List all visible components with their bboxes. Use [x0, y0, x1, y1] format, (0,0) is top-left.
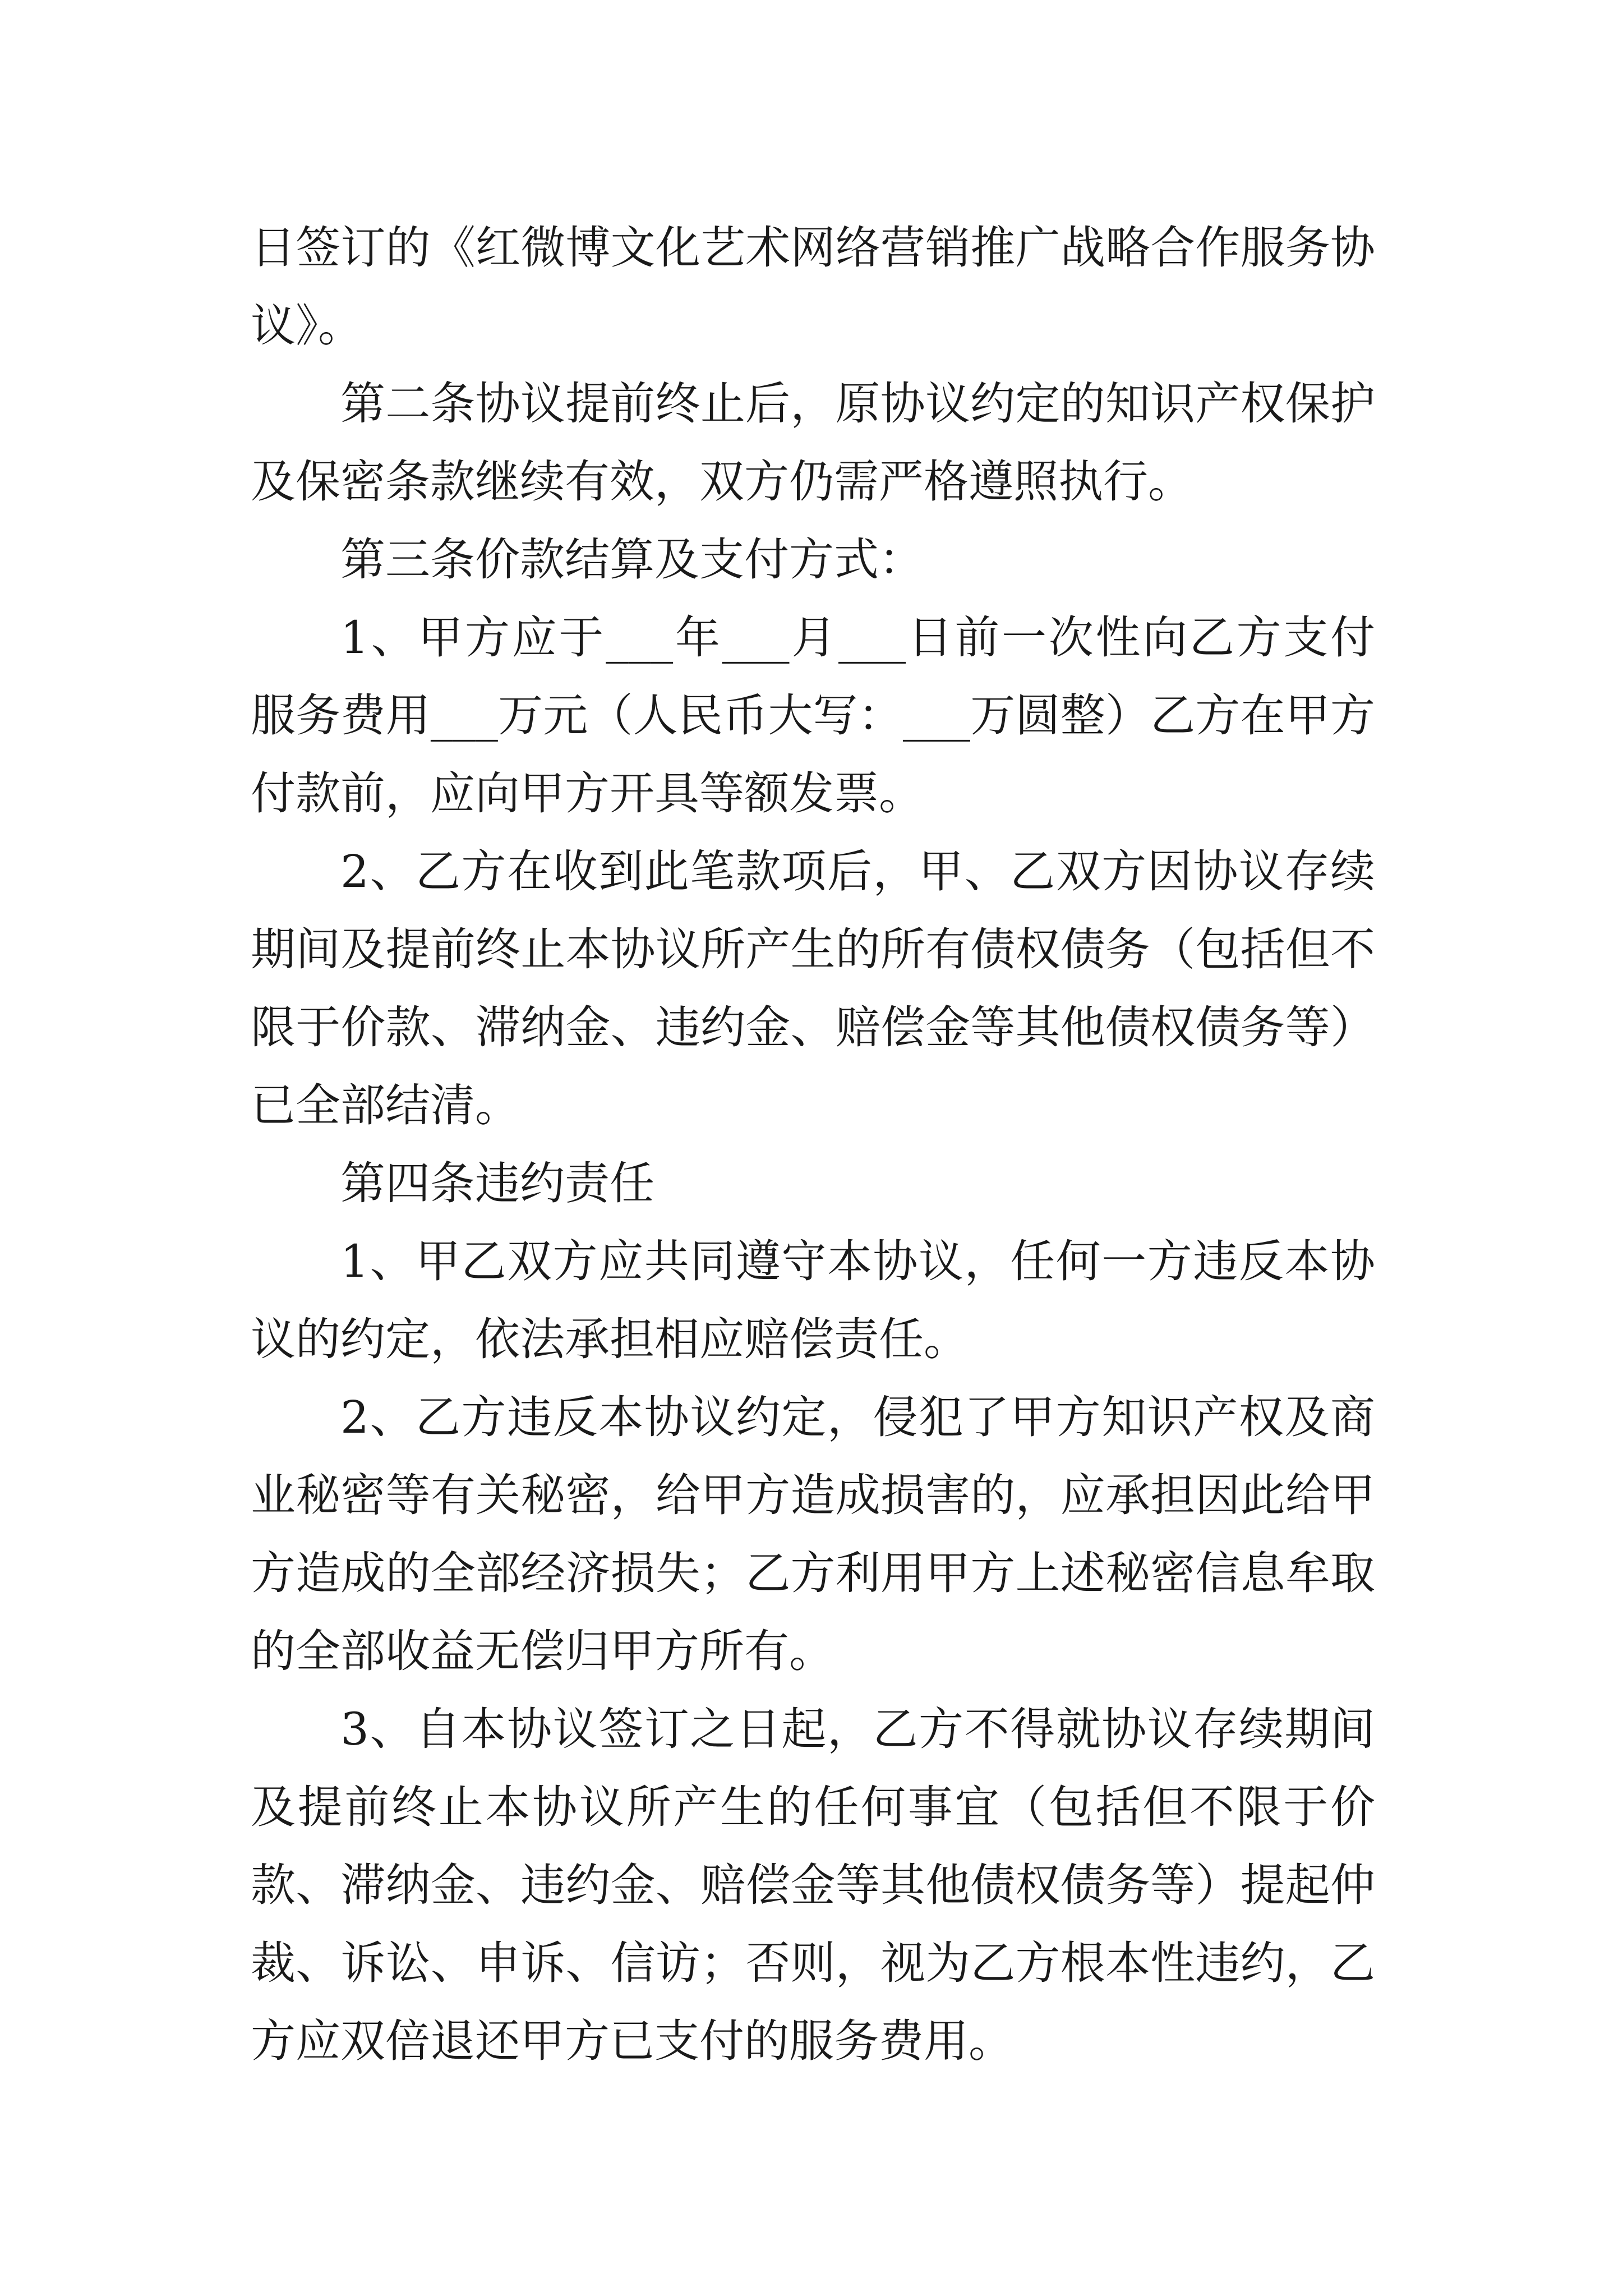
- paragraph-article-3-item-1: 1、甲方应于___年___月___日前一次性向乙方支付服务费用___万元（人民币大写：___万圆整）乙方在甲方付款前，应向甲方开具等额发票。: [251, 611, 1375, 820]
- paragraph-article-2: 第二条协议提前终止后，原协议约定的知识产权保护及保密条款继续有效，双方仍需严格遵照执行。: [251, 378, 1375, 508]
- paragraph-article-3-heading: 第三条价款结算及支付方式：: [340, 533, 924, 586]
- paragraph-article-3-item-2: 2、乙方在收到此笔款项后，甲、乙双方因协议存续期间及提前终止本协议所产生的所有债权债务（包括但不限于价款、滞纳金、违约金、赔偿金等其他债权债务等）已全部结清。: [251, 845, 1375, 1131]
- paragraph-agreement-title-tail: 日签订的《红微博文化艺术网络营销推广战略合作服务协议》。: [251, 222, 1375, 352]
- document-body: [251, 209, 1375, 2080]
- paragraph-article-4-item-2: 2、乙方违反本协议约定，侵犯了甲方知识产权及商业秘密等有关秘密，给甲方造成损害的，应承担因此给甲方造成的全部经济损失；乙方利用甲方上述秘密信息牟取的全部收益无偿归甲方所有。: [251, 1391, 1375, 1677]
- paragraph-article-4-heading: 第四条违约责任: [340, 1157, 654, 1209]
- paragraph-article-4-item-1: 1、甲乙双方应共同遵守本协议，任何一方违反本协议的约定，依法承担相应赔偿责任。: [251, 1235, 1375, 1365]
- paragraph-article-4-item-3: 3、自本协议签订之日起，乙方不得就协议存续期间及提前终止本协议所产生的任何事宜（包括但不限于价款、滞纳金、违约金、赔偿金等其他债权债务等）提起仲裁、诉讼、申诉、信访；否则，视为乙方根本性违约，乙方应双倍退还甲方已支付的服务费用。: [251, 1703, 1375, 2067]
